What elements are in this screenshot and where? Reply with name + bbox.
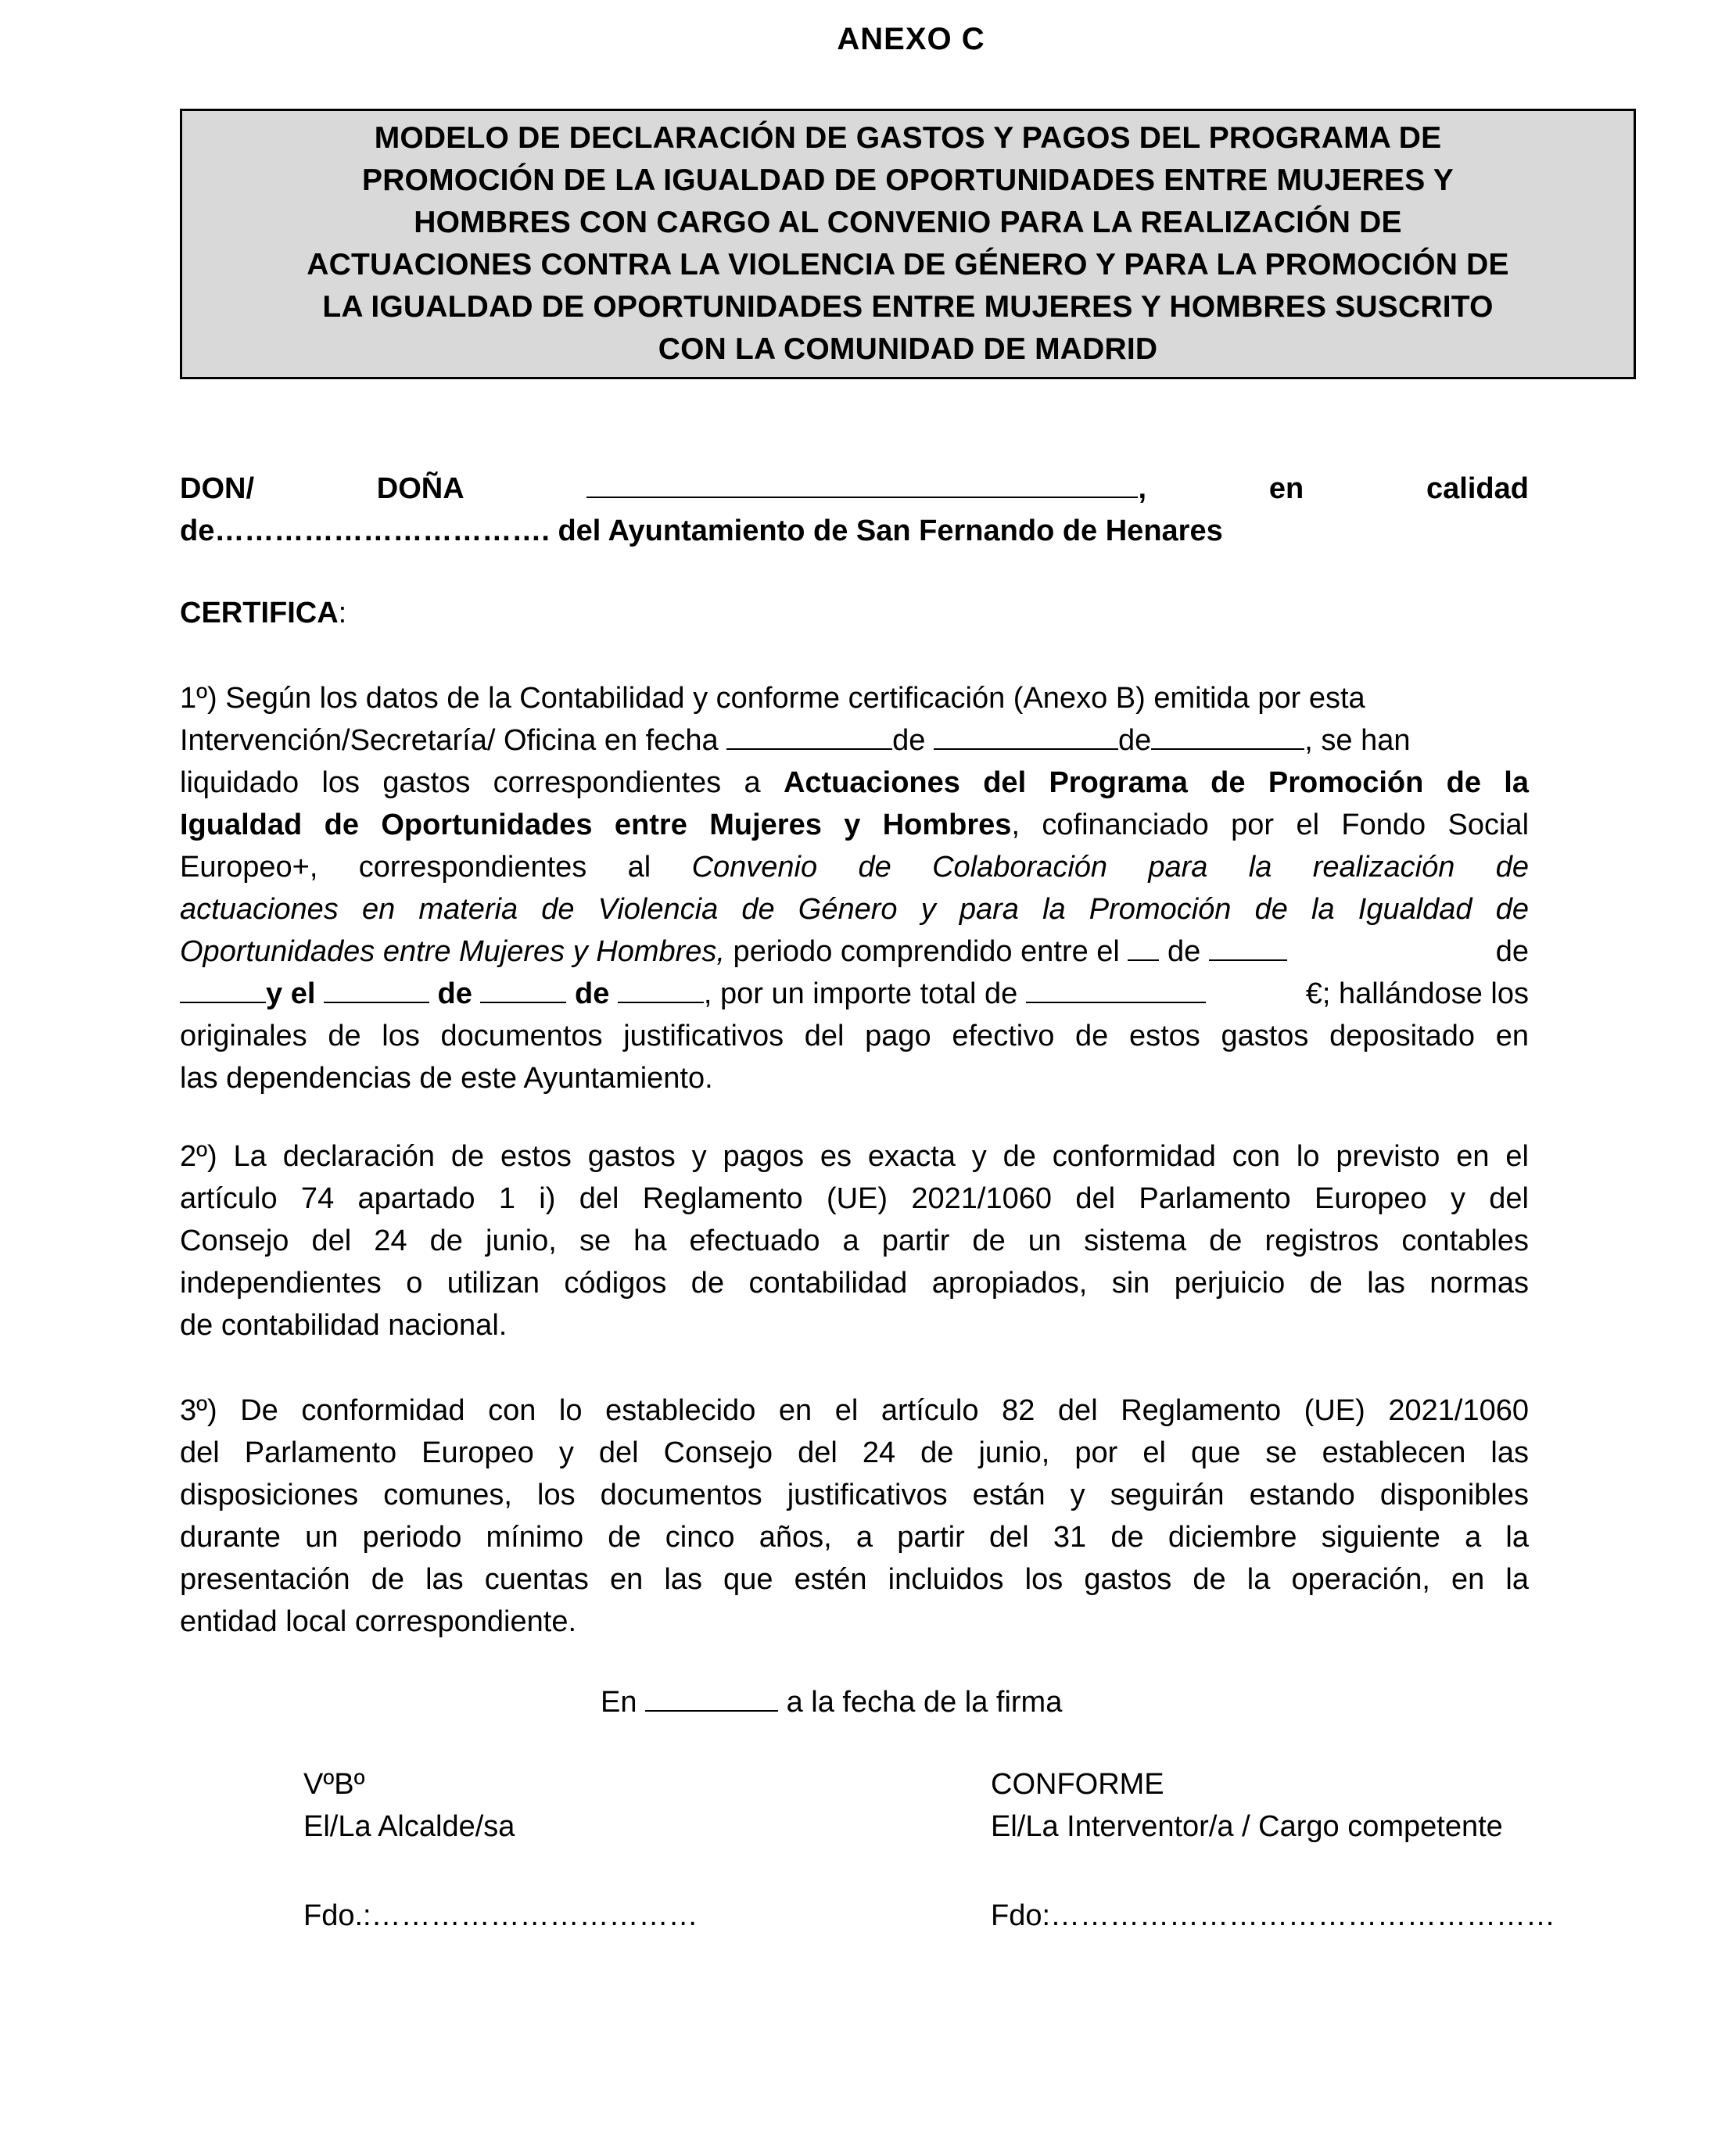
ayuntamiento-text: del Ayuntamiento de San Fernando de Henares <box>549 515 1223 547</box>
name-field[interactable]: , <box>586 468 1146 510</box>
date-month-blank[interactable] <box>934 725 1118 750</box>
date-day-blank[interactable] <box>726 725 892 750</box>
declarant-line-1 <box>180 468 1529 510</box>
don-label: DON/ <box>180 472 254 505</box>
paragraph-2: 2º) La declaración de estos gastos y pagos es exacta y de conformidad con lo previsto en el artículo 74 apartado 1 i) del Reglamento (UE) 2021/1060 del Parlamento Europeo y del Consejo del 24 de junio, se ha efectuado a partir de un sistema de registros contables independientes o utilizan códigos de contabilidad apropiados, sin perjuicio de las normas de contabilidad nacional. <box>180 1140 1529 1342</box>
total-amount-blank[interactable] <box>1026 978 1206 1003</box>
mayor-signature-field[interactable]: Fdo.:…………………………… <box>303 1899 698 1932</box>
interventor-role: El/La Interventor/a / Cargo competente <box>991 1810 1503 1843</box>
position-field[interactable]: de……………………………. <box>180 515 550 547</box>
paragraph-1: 1º) Según los datos de la Contabilidad y conforme certificación (Anexo B) emitida por esta Intervención/Secretaría/ Oficina en fecha de de , se han liquidado los gastos correspondientes a Actuaciones del Programa de Promoción de la Igualdad de Oportunidades entre Mujeres y Hombres, cofinanciado por el Fondo Social Europeo+, correspondientes al Convenio de Colaboración para la realización de actuaciones en materia de Violencia de Género y para la Promoción de la Igualdad de Oportunidades entre Mujeres y Hombres, periodo comprendido entre el de de y el de de , por un importe total de €; hallándose los originales de los documentos justificativos del pago efectivo de estos gastos depositado en las dependencias de este Ayuntamiento. <box>180 682 1530 1095</box>
annex-title: ANEXO C <box>837 22 985 56</box>
title-line: ACTUACIONES CONTRA LA VIOLENCIA DE GÉNERO Y PARA LA PROMOCIÓN DE <box>307 248 1509 281</box>
period-start-day-blank[interactable] <box>1128 936 1159 961</box>
title-line: MODELO DE DECLARACIÓN DE GASTOS Y PAGOS DEL PROGRAMA DE <box>374 121 1442 155</box>
period-start-month-blank[interactable] <box>1209 936 1287 961</box>
declarant-line-2 <box>180 510 1529 552</box>
date-year-blank[interactable] <box>1151 725 1304 750</box>
paragraph-3: 3º) De conformidad con lo establecido en el artículo 82 del Reglamento (UE) 2021/1060 del Parlamento Europeo y del Consejo del 24 de junio, por el que se establecen las disposiciones comunes, los documentos justificativos están y seguirán estando disponibles durante un periodo mínimo de cinco años, a partir del 31 de diciembre siguiente a la presentación de las cuentas en las que estén incluidos los gastos de la operación, en la entidad local correspondiente. <box>180 1394 1529 1638</box>
period-start-year-blank[interactable] <box>180 978 266 1003</box>
title-line: CON LA COMUNIDAD DE MADRID <box>658 332 1158 366</box>
dona-label: DOÑA <box>376 472 464 505</box>
signature-left <box>303 1763 698 1937</box>
title-line: PROMOCIÓN DE LA IGUALDAD DE OPORTUNIDADES ENTRE MUJERES Y <box>361 163 1454 197</box>
certifica-heading: CERTIFICA: <box>180 597 347 629</box>
place-blank[interactable] <box>645 1687 778 1712</box>
mayor-role: El/La Alcalde/sa <box>303 1810 515 1843</box>
declarant-block <box>180 468 1529 552</box>
vobo-label: VºBº <box>303 1768 365 1801</box>
calidad-label: calidad <box>1426 472 1529 505</box>
place-date-line: En a la fecha de la firma <box>601 1686 1063 1719</box>
title-box <box>180 109 1636 379</box>
period-end-year-blank[interactable] <box>618 978 704 1003</box>
name-blank[interactable] <box>586 473 1138 498</box>
conforme-label: CONFORME <box>991 1768 1164 1801</box>
title-line: HOMBRES CON CARGO AL CONVENIO PARA LA REALIZACIÓN DE <box>414 206 1402 239</box>
period-end-month-blank[interactable] <box>480 978 566 1003</box>
title-line: LA IGUALDAD DE OPORTUNIDADES ENTRE MUJERES Y HOMBRES SUSCRITO <box>322 290 1494 324</box>
period-end-day-blank[interactable] <box>324 978 429 1003</box>
signature-right <box>991 1763 1555 1937</box>
interventor-signature-field[interactable]: Fdo:…………………………………………… <box>991 1899 1556 1932</box>
en-label: en <box>1268 472 1304 505</box>
